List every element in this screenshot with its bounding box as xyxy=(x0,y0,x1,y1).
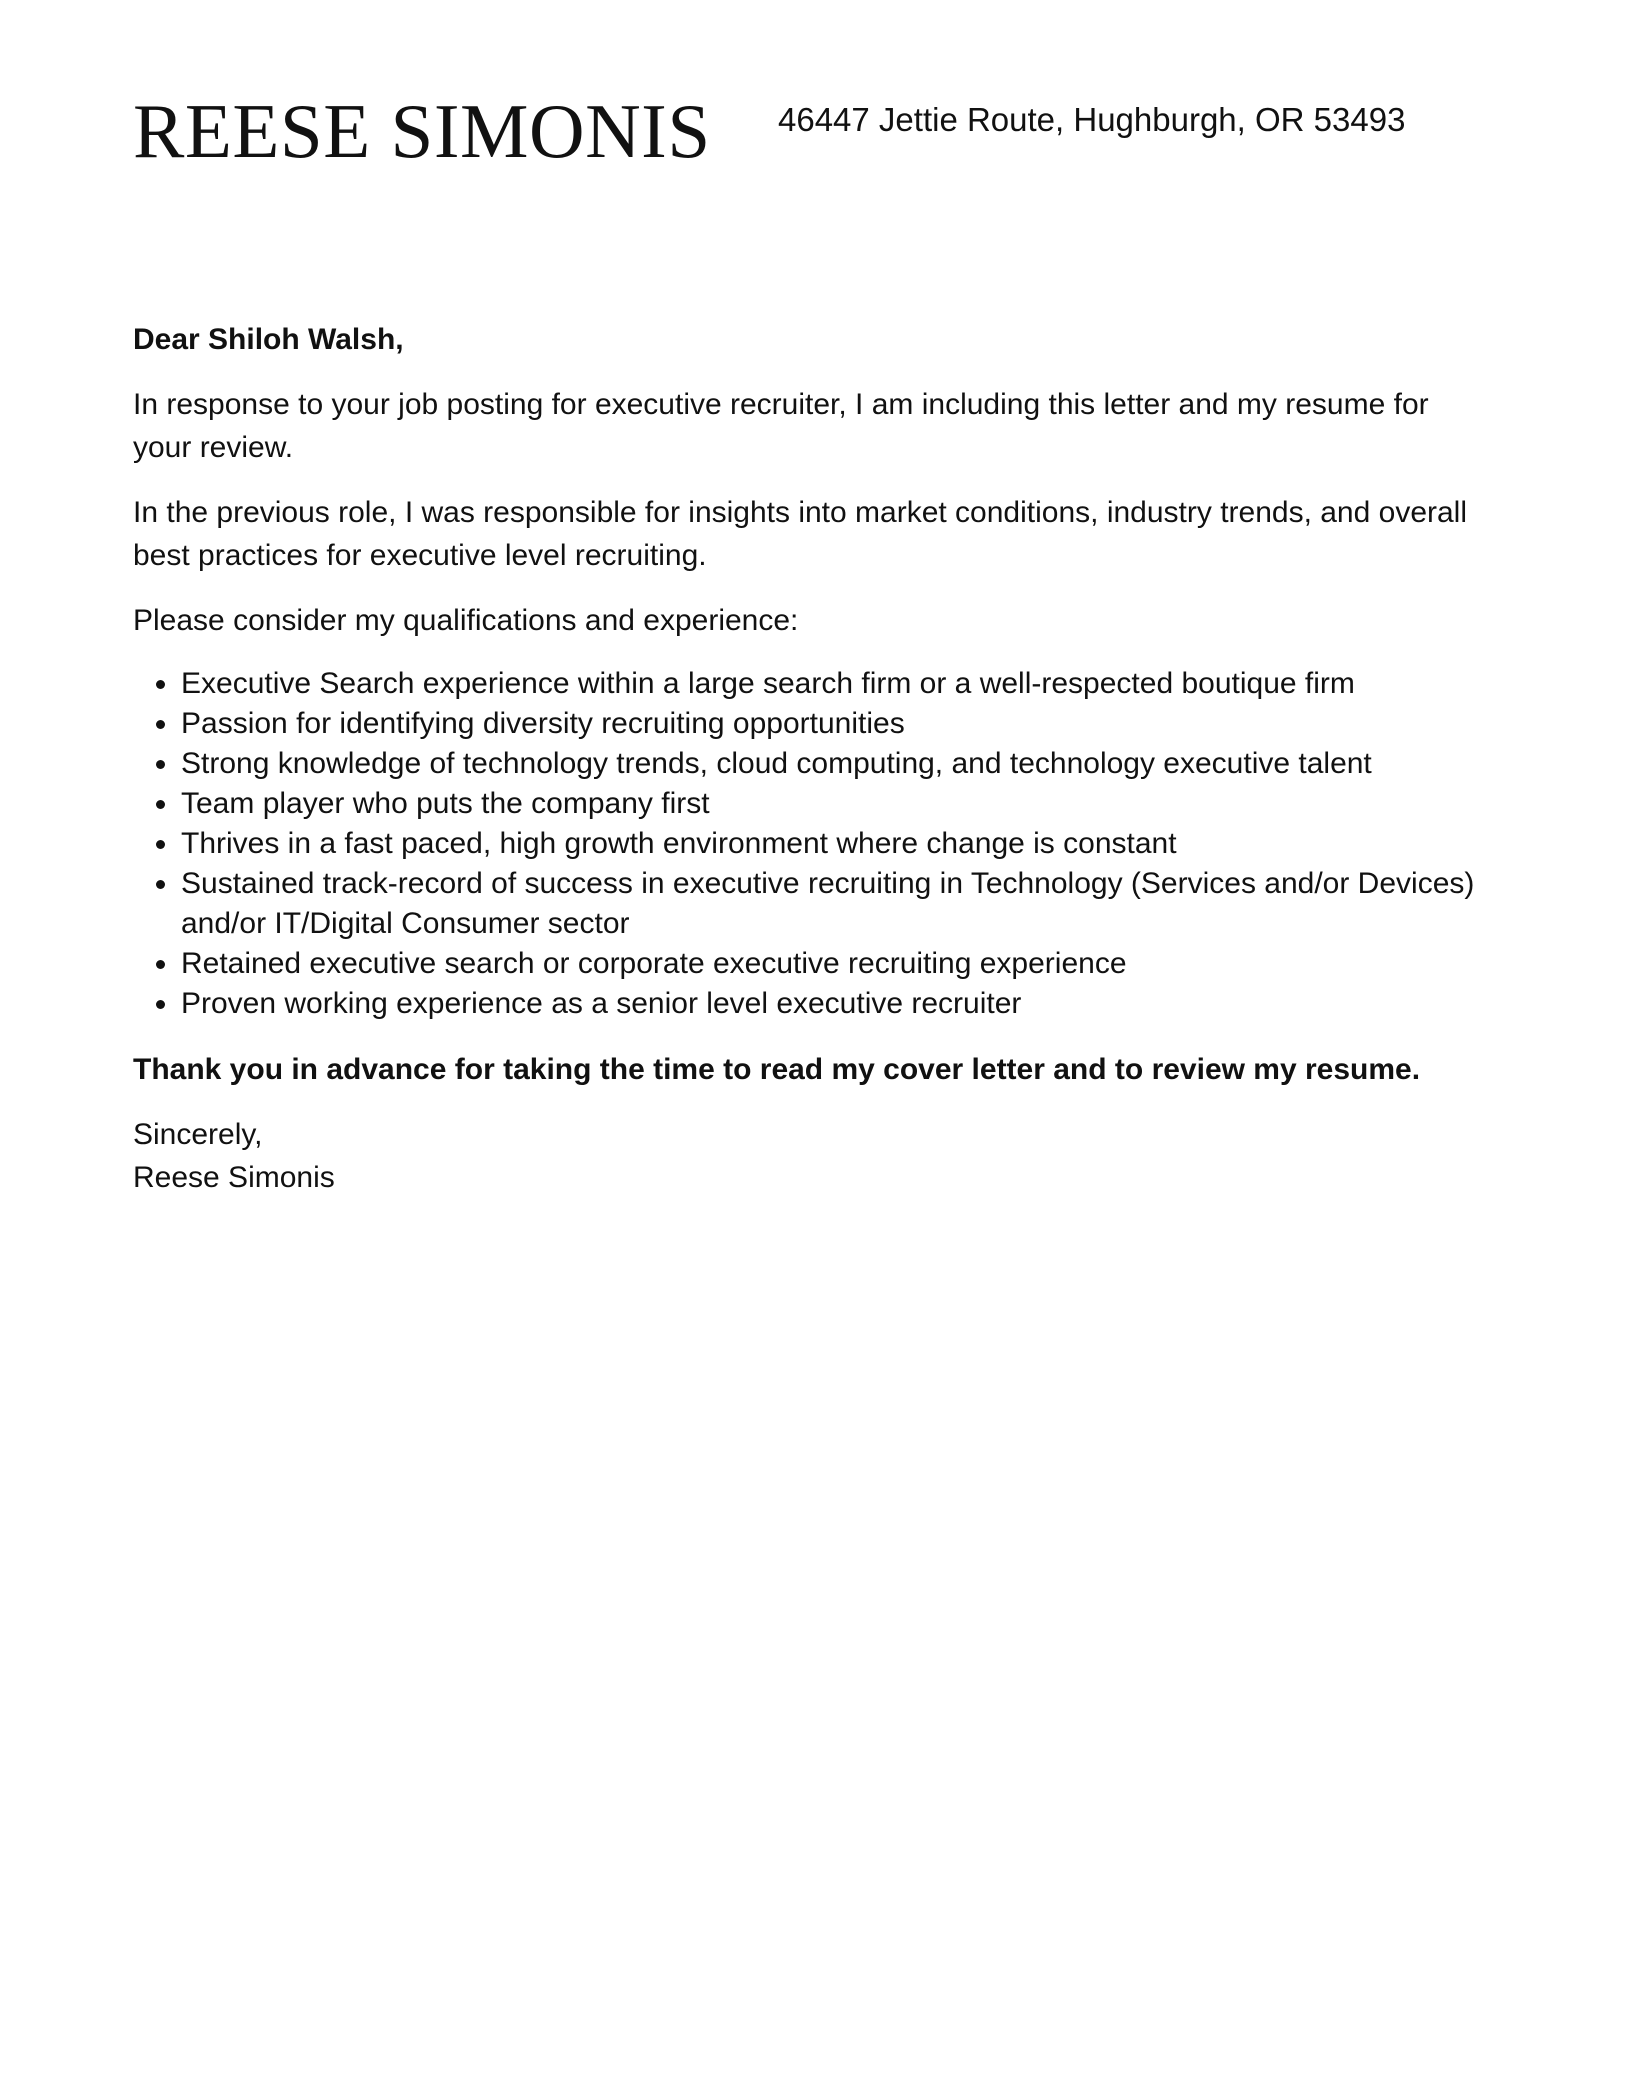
list-item xyxy=(133,704,1493,744)
bullet-icon xyxy=(156,1000,165,1009)
intro-paragraph: In response to your job posting for executive recruiter, I am including this letter and my resume for your review. xyxy=(133,388,1429,464)
bullet-icon xyxy=(156,880,165,889)
letter-body xyxy=(133,318,1493,1199)
list-item xyxy=(133,744,1493,784)
bullet-icon xyxy=(156,760,165,769)
list-item-text: Proven working experience as a senior level executive recruiter xyxy=(181,987,1022,1020)
applicant-address: 46447 Jettie Route, Hughburgh, OR 53493 xyxy=(778,101,1406,138)
experience-paragraph: In the previous role, I was responsible for insights into market conditions, industry trends, and overall best practices for executive level recruiting. xyxy=(133,496,1468,572)
letter-header xyxy=(133,86,1513,176)
list-item-text: Team player who puts the company first xyxy=(181,787,710,820)
list-item xyxy=(133,784,1493,824)
bullet-icon xyxy=(156,960,165,969)
bullet-icon xyxy=(156,840,165,849)
list-item-text: Executive Search experience within a large search firm or a well-respected boutique firm xyxy=(181,667,1355,700)
list-item xyxy=(133,864,1493,944)
bullet-icon xyxy=(156,800,165,809)
list-item-text: Passion for identifying diversity recruiting opportunities xyxy=(181,707,905,740)
applicant-name: REESE SIMONIS xyxy=(133,88,711,174)
bullet-icon xyxy=(156,680,165,689)
qualifications-intro: Please consider my qualifications and experience: xyxy=(133,604,799,637)
signature-name: Reese Simonis xyxy=(133,1161,335,1194)
salutation: Dear Shiloh Walsh, xyxy=(133,323,404,356)
signoff: Sincerely, xyxy=(133,1118,263,1151)
list-item-text: Retained executive search or corporate executive recruiting experience xyxy=(181,947,1127,980)
qualifications-list xyxy=(133,664,1493,1024)
list-item-text: Sustained track-record of success in executive recruiting in Technology (Services and/or Devices) and/or IT/Digital Consumer sector xyxy=(181,867,1475,940)
list-item-text: Strong knowledge of technology trends, cloud computing, and technology executive talent xyxy=(181,747,1372,780)
list-item xyxy=(133,664,1493,704)
list-item xyxy=(133,984,1493,1024)
list-item-text: Thrives in a fast paced, high growth environment where change is constant xyxy=(181,827,1177,860)
list-item xyxy=(133,944,1493,984)
bullet-icon xyxy=(156,720,165,729)
closing-statement: Thank you in advance for taking the time to read my cover letter and to review my resume. xyxy=(133,1053,1421,1086)
list-item xyxy=(133,824,1493,864)
